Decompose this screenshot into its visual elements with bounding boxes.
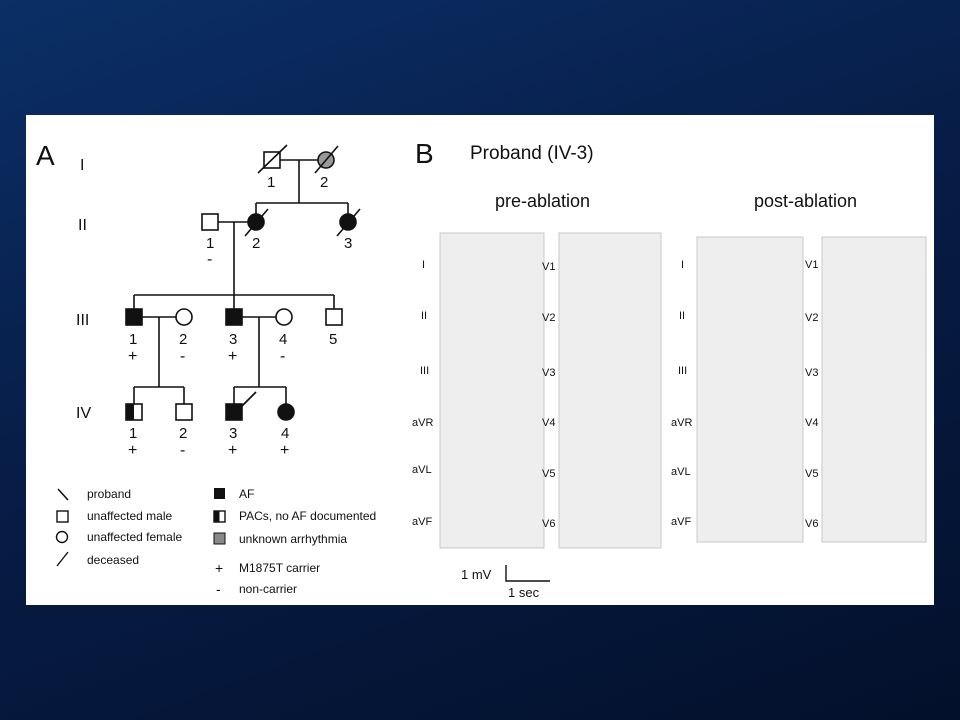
individual-number: 1 bbox=[267, 174, 276, 191]
lead-label: aVF bbox=[412, 516, 433, 528]
pedigree-lines bbox=[134, 160, 348, 404]
lead-label: aVR bbox=[412, 417, 434, 429]
individual-IV-3 bbox=[226, 404, 242, 420]
individual-IV-2 bbox=[176, 404, 192, 420]
generation-label: I bbox=[80, 157, 85, 174]
scale-sec-label: 1 sec bbox=[508, 585, 540, 600]
carrier-mark: - bbox=[180, 348, 186, 365]
lead-label: V3 bbox=[542, 367, 556, 379]
legend-label: unaffected female bbox=[87, 530, 183, 544]
unknown-legend-icon bbox=[214, 533, 225, 544]
individual-number: 5 bbox=[329, 331, 338, 348]
scale-mv-label: 1 mV bbox=[461, 567, 492, 582]
post-chest-ecg-strip bbox=[822, 237, 926, 542]
male-legend-icon bbox=[57, 511, 68, 522]
lead-label: V4 bbox=[542, 417, 556, 429]
individual-number: 4 bbox=[279, 331, 288, 348]
post-limb-ecg-strip bbox=[697, 237, 803, 542]
individual-number: 1 bbox=[129, 425, 138, 442]
proband-arrow bbox=[242, 392, 256, 406]
generation-label: III bbox=[76, 312, 90, 329]
deceased-slash bbox=[258, 145, 287, 173]
pre-chest-ecg-strip bbox=[559, 233, 661, 548]
carrier-mark: + bbox=[228, 442, 238, 459]
lead-label: I bbox=[422, 259, 426, 271]
carrier-legend-icon: + bbox=[215, 560, 224, 576]
lead-label: V5 bbox=[805, 468, 819, 480]
lead-label: V2 bbox=[805, 312, 819, 324]
carrier-mark: + bbox=[128, 348, 138, 365]
individual-number: 4 bbox=[281, 425, 290, 442]
individual-number: 2 bbox=[179, 425, 188, 442]
legend-label: deceased bbox=[87, 553, 140, 567]
female-legend-icon bbox=[57, 532, 68, 543]
lead-label: III bbox=[678, 365, 688, 377]
lead-label: V4 bbox=[805, 417, 819, 429]
individual-number: 2 bbox=[179, 331, 188, 348]
pre-limb-ecg-strip bbox=[440, 233, 544, 548]
generation-label: IV bbox=[76, 405, 92, 422]
post-ablation-label: post-ablation bbox=[754, 191, 858, 211]
af-legend-icon bbox=[214, 488, 225, 499]
post-limb-lead-labels bbox=[671, 259, 692, 528]
individual-number: 2 bbox=[252, 235, 261, 252]
legend-label: proband bbox=[87, 487, 132, 501]
lead-label: V1 bbox=[542, 261, 556, 273]
carrier-mark: - bbox=[180, 442, 186, 459]
pre-ablation-label: pre-ablation bbox=[495, 191, 591, 211]
lead-label: aVF bbox=[671, 516, 692, 528]
legend-label: unknown arrhythmia bbox=[239, 532, 348, 546]
post-chest-lead-labels bbox=[805, 259, 818, 530]
carrier-mark: + bbox=[128, 442, 138, 459]
individual-III-1 bbox=[126, 309, 142, 325]
lead-label: V5 bbox=[542, 468, 556, 480]
legend-label: unaffected male bbox=[87, 509, 173, 523]
carrier-mark: - bbox=[280, 348, 286, 365]
individual-number: 1 bbox=[129, 331, 138, 348]
individual-IV-4 bbox=[278, 404, 294, 420]
individual-II-1 bbox=[202, 214, 218, 230]
lead-label: III bbox=[420, 365, 430, 377]
individual-number: 3 bbox=[229, 425, 238, 442]
lead-label: aVR bbox=[671, 417, 693, 429]
lead-label: I bbox=[681, 259, 685, 271]
scale-bar bbox=[506, 565, 550, 581]
legend-label: M1875T carrier bbox=[239, 561, 321, 575]
individual-III-4 bbox=[276, 309, 292, 325]
individual-number: 3 bbox=[229, 331, 238, 348]
proband-legend-icon bbox=[58, 489, 68, 500]
legend-label: non-carrier bbox=[239, 582, 298, 596]
carrier-mark: + bbox=[280, 442, 290, 459]
panel-a-letter: A bbox=[36, 140, 55, 171]
carrier-mark: + bbox=[228, 348, 238, 365]
panel-b-title: Proband (IV-3) bbox=[470, 143, 594, 164]
lead-label: V2 bbox=[542, 312, 556, 324]
individual-III-2 bbox=[176, 309, 192, 325]
pac-legend-fill bbox=[214, 511, 220, 522]
legend-label: AF bbox=[239, 487, 255, 501]
figure-panel bbox=[26, 115, 934, 605]
lead-label: II bbox=[679, 310, 686, 322]
carrier-mark: - bbox=[207, 251, 213, 268]
panel-b-letter: B bbox=[415, 138, 434, 169]
individual-number: 2 bbox=[320, 174, 329, 191]
individual-number: 1 bbox=[206, 235, 215, 252]
deceased-legend-icon bbox=[57, 552, 68, 566]
lead-label: aVL bbox=[671, 466, 691, 478]
individual-III-5 bbox=[326, 309, 342, 325]
half-fill-pac bbox=[126, 404, 134, 420]
legend-label: PACs, no AF documented bbox=[239, 509, 377, 523]
lead-label: II bbox=[421, 310, 428, 322]
individual-number: 3 bbox=[344, 235, 353, 252]
lead-label: aVL bbox=[412, 464, 432, 476]
individual-III-3 bbox=[226, 309, 242, 325]
lead-label: V6 bbox=[805, 518, 819, 530]
pre-limb-lead-labels bbox=[412, 259, 433, 528]
noncarrier-legend-icon: - bbox=[216, 581, 221, 597]
lead-label: V1 bbox=[805, 259, 819, 271]
generation-label: II bbox=[78, 217, 87, 234]
ecg-strips bbox=[440, 233, 926, 548]
lead-label: V3 bbox=[805, 367, 819, 379]
lead-label: V6 bbox=[542, 518, 556, 530]
figure-svg bbox=[26, 115, 934, 605]
